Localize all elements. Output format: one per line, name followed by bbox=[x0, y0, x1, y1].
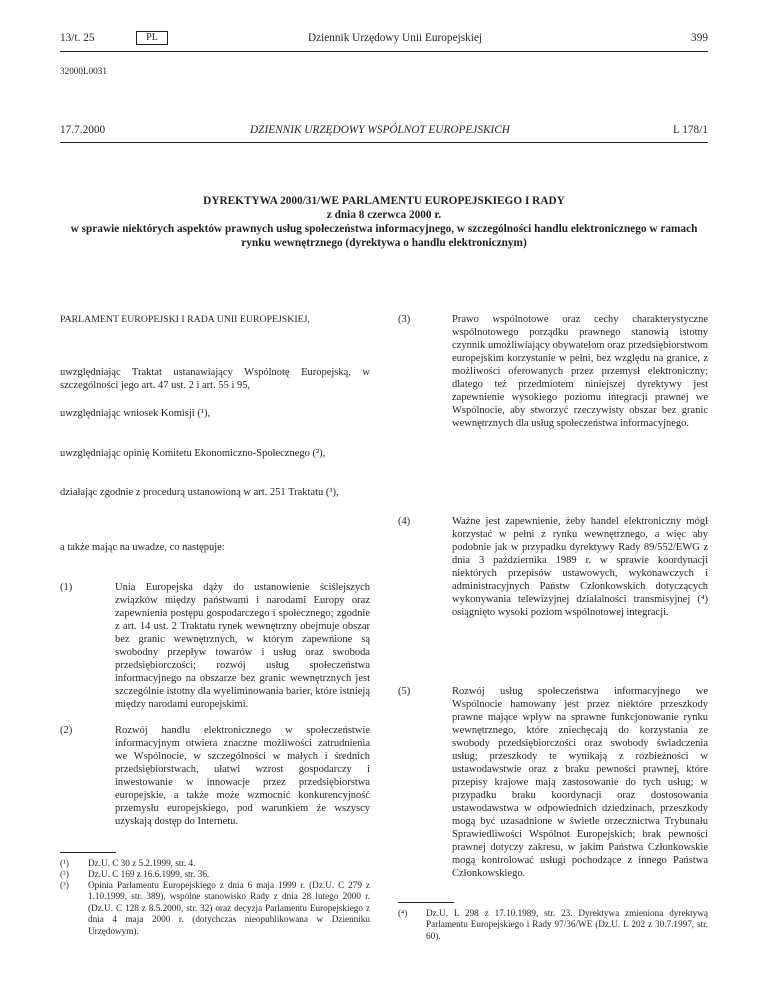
footnote-rule bbox=[398, 902, 454, 903]
recital-number: (4) bbox=[398, 516, 411, 527]
preamble-citation-procedure: działając zgodnie z procedurą ustanowioną w art. 251 Traktatu (³), bbox=[60, 487, 339, 498]
footnote-number: (³) bbox=[60, 880, 69, 890]
footnote-rule bbox=[60, 852, 116, 853]
preamble-citation-committee: uwzględniając opinię Komitetu Ekonomiczno-Społecznego (²), bbox=[60, 448, 326, 459]
original-header-rule bbox=[60, 142, 708, 143]
header-rule bbox=[60, 51, 708, 52]
footnote-number: (⁴) bbox=[398, 908, 408, 918]
footnote-number: (¹) bbox=[60, 858, 69, 868]
footnote-text: Dz.U. L 298 z 17.10.1989, str. 23. Dyrektywa zmieniona dyrektywą Parlamentu Europejskiego i Rady 97/36/WE (Dz.U. L 202 z 30.7.1997, str. 60). bbox=[426, 908, 708, 941]
page-reference: 13/t. 25 bbox=[60, 32, 95, 44]
footnote-text: Dz.U. C 30 z 5.2.1999, str. 4. bbox=[88, 858, 196, 868]
recital-text: Ważne jest zapewnienie, żeby handel elektroniczny mógł korzystać w pełni z rynku wewnętrznego, a więc aby podobnie jak w przypadku dyrektywy Rady 89/552/EWG z dnia 3 października 1989 r. w sprawie koordynacji niektórych przepisów ustawowych, wykonawczych i administracyjnych Państw Członkowskich dotyczących wykonywania telewizyjnej działalności transmisyjnej (⁴) osiągnięto wysoki poziom wspólnotowej integracji. bbox=[452, 516, 708, 618]
preamble-whereas: a także mając na uwadze, co następuje: bbox=[60, 542, 225, 553]
footnote-number: (²) bbox=[60, 869, 69, 879]
directive-title: DYREKTYWA 2000/31/WE PARLAMENTU EUROPEJSKIEGO I RADY bbox=[203, 195, 565, 207]
preamble-citation-commission: uwzględniając wniosek Komisji (¹), bbox=[60, 408, 211, 419]
preamble-citation-treaty: uwzględniając Traktat ustanawiający Wspólnotę Europejską, w szczególności jego art. 47 ust. 2 i art. 55 i 95, bbox=[60, 367, 370, 391]
footnote-text: Opinia Parlamentu Europejskiego z dnia 6 maja 1999 r. (Dz.U. C 279 z 1.10.1999, str. 389), wspólne stanowisko Rady z dnia 28 lutego 2000 r. (Dz.U. C 128 z 8.5.2000, str. 32) oraz decyzja Parlamentu Europejskiego z dnia 4 maja 2000 r. (dotychczas nieopublikowana w Dzienniku Urzędowym). bbox=[88, 880, 370, 936]
original-reference: L 178/1 bbox=[672, 124, 708, 136]
recital-number: (2) bbox=[60, 725, 73, 736]
recital-text: Unia Europejska dąży do ustanowienie ściślejszych związków między państwami i narodami Europy oraz zapewnienia postępu gospodarczego i społecznego; zgodnie z art. 14 ust. 2 Traktatu rynek wewnętrzny obejmuje obszar bez granic wewnętrznych, w którym zapewnione są swobodny przepływ towarów i usług oraz swoboda przedsiębiorczości; rozwój usług społeczeństwa informacyjnego na obszarze bez granic wewnętrznych jest szczególnie istotny dla wyeliminowania barier, które istnieją między narodami europejskimi. bbox=[115, 582, 370, 710]
recital-text: Rozwój handlu elektronicznego w społeczeństwie informacyjnym otwiera znaczne możliwości zatrudnienia we Wspólnocie, w szczególności w małych i średnich przedsiębiorstwach, ułatwi wzrost gospodarczy i inwestowanie w innowacje przez przedsiębiorstwa europejskie, a także może wzmocnić konkurencyjność przemysłu europejskiego, pod warunkiem że wszyscy uzyskają dostęp do Internetu. bbox=[115, 725, 370, 827]
directive-subject: w sprawie niektórych aspektów prawnych usług społeczeństwa informacyjnego, w szczególności handlu elektronicznego w ramach rynku wewnętrznego (dyrektywa o handlu elektronicznym) bbox=[70, 223, 698, 249]
recital-number: (1) bbox=[60, 582, 73, 593]
original-date: 17.7.2000 bbox=[60, 124, 106, 136]
recital-text: Prawo wspólnotowe oraz cechy charakterystyczne wspólnotowego porządku prawnego stanowią istotny czynnik umożliwiający obywatelom oraz przedsiębiorstwom europejskim korzystanie w pełni, bez względu na granice, z możliwości oferowanych przez przemysł elektroniczny; dlatego też przedmiotem niniejszej dyrektywy jest zapewnienie wysokiego poziomu integracji prawnej we Wspólnocie, aby stworzyć rzeczywisty obszar bez granic wewnętrznych dla usług społeczeństwa informacyjnego. bbox=[452, 314, 708, 429]
journal-title: Dziennik Urzędowy Unii Europejskiej bbox=[307, 32, 483, 44]
recital-number: (5) bbox=[398, 686, 411, 697]
original-journal-title: DZIENNIK URZĘDOWY WSPÓLNOT EUROPEJSKICH bbox=[250, 124, 510, 136]
recital-text: Rozwój usług społeczeństwa informacyjnego we Wspólnocie hamowany jest przez niektóre przeszkody prawne mające wpływ na sprawne funkcjonowanie rynku wewnętrznego, które zniechęcają do korzystania ze swobody przedsiębiorczości oraz swobody świadczenia usług; przeszkody te wynikają z rozbieżności w ustawodawstwie oraz z braku pewności prawnej, które przepisy krajowe mają zastosowanie do tych usług; w przypadku braku koordynacji oraz dostosowania ustawodawstwa w odpowiednich dziedzinach, przeszkody mogą być uzasadnione w świetle orzecznictwa Trybunału Sprawiedliwości Wspólnot Europejskich; brak pewności prawnej dotyczy zakresu, w jakim Państwa Członkowskie mogą kontrolować usługi pochodzące z innego Państwa Członkowskiego. bbox=[452, 686, 708, 879]
preamble-intro: PARLAMENT EUROPEJSKI I RADA UNII EUROPEJSKIEJ, bbox=[60, 314, 310, 325]
page-number: 399 bbox=[691, 32, 708, 44]
recital-number: (3) bbox=[398, 314, 411, 325]
footnote-text: Dz.U. C 169 z 16.6.1999, str. 36. bbox=[88, 869, 210, 879]
language-box: PL bbox=[136, 31, 168, 45]
celex-number: 32000L0031 bbox=[60, 66, 107, 76]
directive-date: z dnia 8 czerwca 2000 r. bbox=[326, 209, 442, 221]
